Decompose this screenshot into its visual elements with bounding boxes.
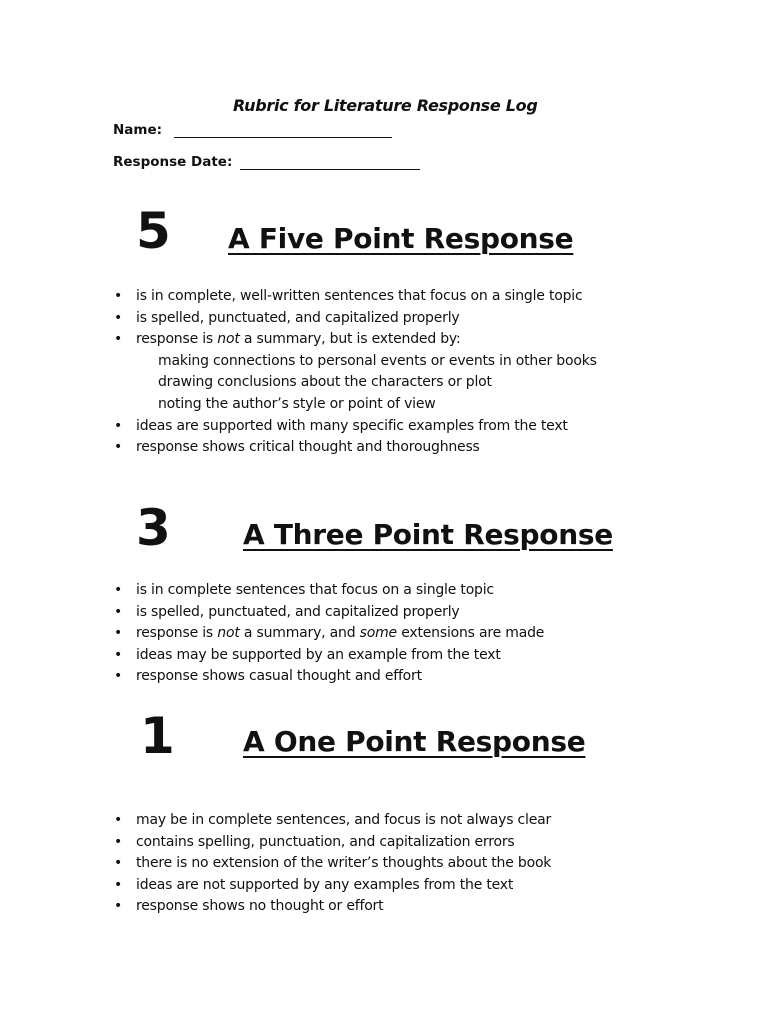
- list-item: • is spelled, punctuated, and capitalized properly: [114, 603, 460, 620]
- three-point-criteria: [110, 580, 544, 688]
- name-label: Name:: [113, 122, 163, 138]
- score-3: 3: [136, 499, 171, 557]
- list-item: • ideas are not supported by any examples from the text: [114, 876, 514, 893]
- response-date-blank-line[interactable]: [240, 169, 420, 170]
- list-item: • may be in complete sentences, and focus is not always clear: [114, 812, 552, 828]
- list-item: • response shows casual thought and effort: [114, 668, 422, 685]
- one-point-criteria: [110, 810, 551, 918]
- list-item: • ideas may be supported by an example from the text: [114, 646, 501, 663]
- list-item: • response shows no thought or effort: [114, 898, 384, 915]
- list-item: • response is not a summary, and some extensions are made: [114, 625, 545, 642]
- list-item: • is in complete, well-written sentences that focus on a single topic: [114, 288, 583, 304]
- response-date-label: Response Date:: [113, 154, 233, 170]
- score-1: 1: [140, 707, 175, 765]
- sub-item: noting the author’s style or point of view: [158, 395, 436, 412]
- list-item: • is in complete sentences that focus on a single topic: [114, 582, 494, 598]
- sub-item: making connections to personal events or events in other books: [158, 352, 597, 369]
- list-item: • response shows critical thought and thoroughness: [114, 439, 480, 456]
- list-item: • contains spelling, punctuation, and capitalization errors: [114, 833, 515, 850]
- heading-one-point: A One Point Response: [243, 725, 586, 758]
- list-item: • response is not a summary, but is extended by:: [114, 331, 461, 348]
- name-blank-line[interactable]: [174, 137, 392, 138]
- document-title: Rubric for Literature Response Log: [233, 96, 538, 115]
- score-5: 5: [136, 202, 171, 260]
- heading-three-point: A Three Point Response: [243, 518, 613, 551]
- five-point-criteria: [110, 286, 597, 459]
- list-item: • there is no extension of the writer’s thoughts about the book: [114, 855, 552, 872]
- sub-item: drawing conclusions about the characters or plot: [158, 374, 492, 391]
- list-item: • ideas are supported with many specific examples from the text: [114, 417, 568, 434]
- heading-five-point: A Five Point Response: [228, 222, 574, 255]
- list-item: • is spelled, punctuated, and capitalized properly: [114, 309, 460, 326]
